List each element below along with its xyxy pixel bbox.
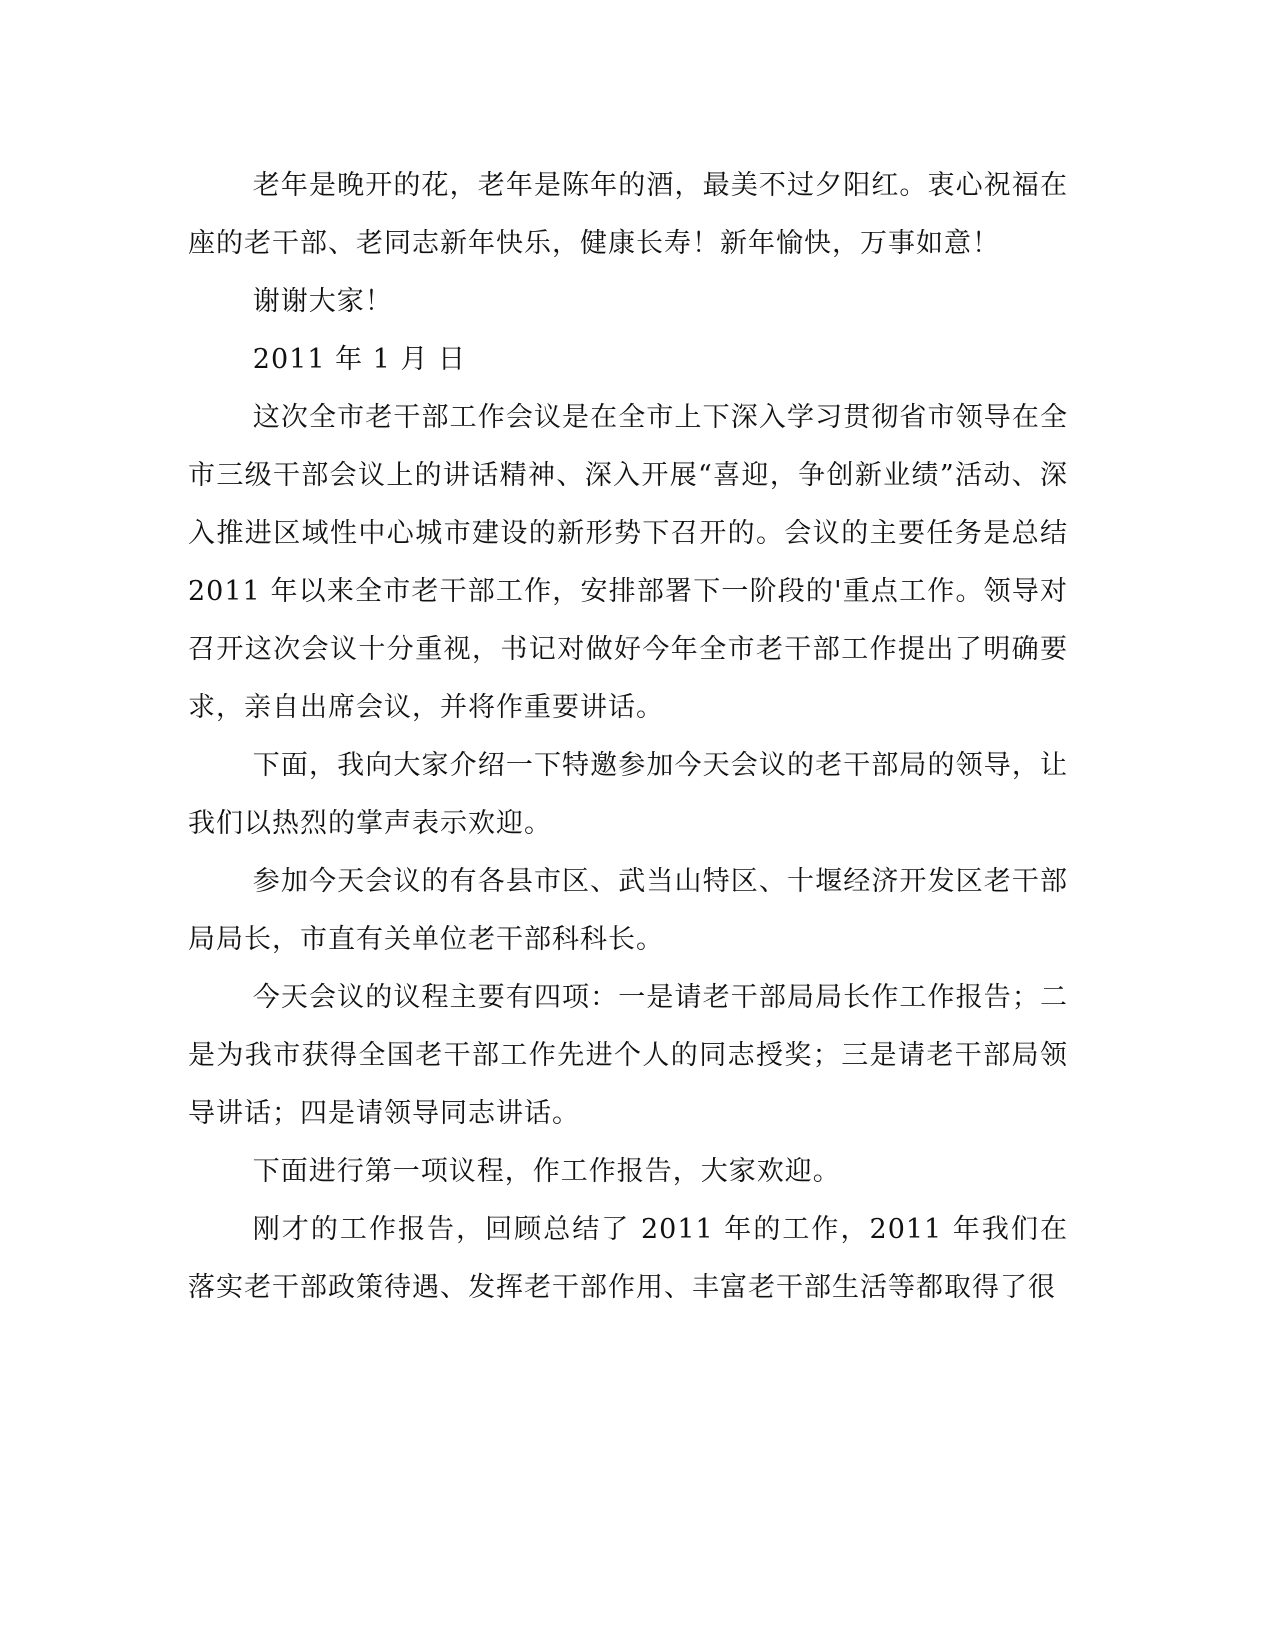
paragraph-thanks: 谢谢大家！ <box>252 286 393 317</box>
paragraph-report-review: 刚才的工作报告，回顾总结了 2011 年的工作，2011 年我们在落实老干部政策待遇、发挥老干部作用、丰富老干部生活等都取得了很 <box>188 1214 1068 1303</box>
document-body <box>188 157 1068 1317</box>
paragraph-leaders-intro: 下面，我向大家介绍一下特邀参加今天会议的老干部局的领导，让我们以热烈的掌声表示欢迎。 <box>188 750 1068 839</box>
paragraph-date: 2011 年 1 月 日 <box>252 344 467 375</box>
paragraph-attendees: 参加今天会议的有各县市区、武当山特区、十堰经济开发区老干部局局长，市直有关单位老干部科科长。 <box>188 866 1068 955</box>
paragraph-closing-blessing: 老年是晚开的花，老年是陈年的酒，最美不过夕阳红。衷心祝福在座的老干部、老同志新年快乐，健康长寿！新年愉快，万事如意！ <box>188 170 1068 259</box>
paragraph-meeting-intro: 这次全市老干部工作会议是在全市上下深入学习贯彻省市领导在全市三级干部会议上的讲话精神、深入开展“喜迎，争创新业绩”活动、深入推进区域性中心城市建设的新形势下召开的。会议的主要任务是总结 2011 年以来全市老干部工作，安排部署下一阶段的'重点工作。领导对召开这次会议十分重视，书记对做好今年全市老干部工作提出了明确要求，亲自出席会议，并将作重要讲话。 <box>188 402 1068 723</box>
paragraph-first-item: 下面进行第一项议程，作工作报告，大家欢迎。 <box>252 1156 841 1187</box>
paragraph-agenda: 今天会议的议程主要有四项：一是请老干部局局长作工作报告；二是为我市获得全国老干部工作先进个人的同志授奖；三是请老干部局领导讲话；四是请领导同志讲话。 <box>188 982 1068 1129</box>
